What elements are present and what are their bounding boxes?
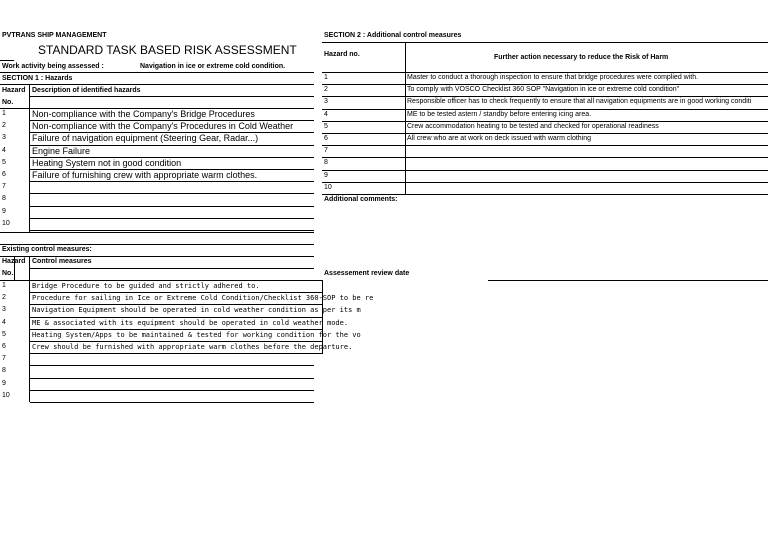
- row-divider: [322, 145, 768, 146]
- hazard-number: 5: [324, 122, 328, 130]
- row-divider: [30, 218, 314, 219]
- hazard-number: 4: [324, 110, 328, 118]
- row-divider: [322, 170, 768, 171]
- hazard-description: Heating System not in good condition: [32, 157, 182, 168]
- hazard-number: 2: [2, 122, 6, 130]
- hazard-number: 8: [324, 159, 328, 167]
- hazard-number: 9: [324, 171, 328, 179]
- hazard-number: 7: [2, 183, 6, 191]
- hazard-number: 10: [2, 391, 10, 399]
- row-divider: [30, 181, 314, 182]
- hazard-number: 2: [324, 86, 328, 94]
- hazard-description: Engine Failure: [32, 145, 91, 156]
- hazard-description: Failure of navigation equipment (Steering Gear, Radar...): [32, 133, 259, 144]
- hazard-number: 4: [2, 146, 6, 154]
- further-action: Responsible officer has to check frequently to ensure that all navigation equipments are in good working conditi: [407, 98, 752, 106]
- section1-hazard-header: Hazard: [2, 87, 26, 94]
- additional-comments-label: Additional comments:: [324, 196, 398, 203]
- row-divider: [30, 402, 314, 403]
- hazard-number: 3: [2, 306, 6, 314]
- row-divider: [30, 193, 314, 194]
- row-divider: [322, 121, 768, 122]
- control-measure: Crew should be furnished with appropriate warm clothes before the departure.: [32, 343, 353, 351]
- hazard-number: 9: [2, 207, 6, 215]
- hazard-description: Non-compliance with the Company's Procedures in Cold Weather: [32, 121, 294, 132]
- hazard-number: 6: [2, 171, 6, 178]
- row-divider: [30, 292, 322, 293]
- row-divider: [30, 304, 322, 305]
- row-divider: [30, 206, 314, 207]
- section1-description-header: Description of identified hazards: [32, 87, 141, 94]
- further-action: To comply with VOSCO Checklist 360 SOP "Navigation in ice or extreme cold condition": [407, 86, 680, 94]
- row-divider: [30, 353, 322, 354]
- hazard-description: Failure of furnishing crew with appropriate warm clothes.: [32, 170, 258, 180]
- hazard-number: 5: [2, 330, 6, 338]
- row-divider: [30, 230, 314, 231]
- hazard-number: 3: [324, 98, 328, 106]
- row-divider: [30, 341, 322, 342]
- row-divider: [30, 329, 322, 330]
- control-measure: Heating System/Apps to be maintained & tested for working condition for the vo: [32, 330, 361, 339]
- existing-hazard-header: Hazard: [2, 258, 26, 265]
- existing-hazard-header-no: No.: [2, 270, 14, 277]
- section2-hazard-header: Hazard no.: [324, 51, 360, 58]
- section2-title: SECTION 2 : Additional control measures: [324, 32, 462, 39]
- hazard-number: 1: [2, 110, 6, 117]
- hazard-number: 2: [2, 294, 6, 302]
- row-divider: [322, 194, 768, 195]
- hazard-number: 6: [324, 135, 328, 142]
- section1-title: SECTION 1 : Hazards: [2, 75, 73, 82]
- hazard-number: 4: [2, 318, 6, 326]
- existing-controls-title: Existing control measures:: [2, 246, 92, 253]
- work-activity-value: Navigation in ice or extreme cold condition.: [140, 63, 286, 70]
- row-divider: [322, 157, 768, 158]
- further-action: All crew who are at work on deck issued with warm clothing: [407, 135, 592, 142]
- page-title: STANDARD TASK BASED RISK ASSESSMENT: [38, 43, 297, 57]
- work-activity-label: Work activity being assessed :: [2, 63, 104, 70]
- control-measure: Bridge Procedure to be guided and strictly adhered to.: [32, 282, 260, 290]
- hazard-number: 8: [2, 195, 6, 203]
- control-measure: ME & associated with its equipment should be operated in cold weather mode.: [32, 318, 349, 327]
- further-action: Master to conduct a thorough inspection to ensure that bridge procedures were complied with.: [407, 74, 699, 81]
- company-name: PVTRANS SHIP MANAGEMENT: [2, 32, 107, 39]
- row-divider: [30, 317, 322, 318]
- hazard-description: Non-compliance with the Company's Bridge Procedures: [32, 109, 255, 119]
- hazard-number: 5: [2, 158, 6, 166]
- further-action: Crew accommodation heating to be tested and checked for operational readiness: [407, 122, 659, 130]
- row-divider: [322, 182, 768, 183]
- hazard-number: 7: [2, 355, 6, 363]
- hazard-number: 6: [2, 343, 6, 350]
- hazard-number: 9: [2, 379, 6, 387]
- row-divider: [322, 96, 768, 97]
- hazard-number: 8: [2, 367, 6, 375]
- further-action: ME to be tested astern / standby before entering icing area.: [407, 110, 592, 118]
- row-divider: [322, 109, 768, 110]
- row-divider: [322, 84, 768, 85]
- hazard-number: 1: [324, 74, 328, 81]
- row-divider: [30, 390, 314, 391]
- row-divider: [30, 378, 314, 379]
- section2-action-header: Further action necessary to reduce the Risk of Harm: [494, 54, 669, 61]
- existing-control-header: Control measures: [32, 258, 92, 265]
- control-measure: Procedure for sailing in Ice or Extreme Cold Condition/Checklist 360-SOP to be re: [32, 294, 374, 303]
- hazard-number: 7: [324, 147, 328, 155]
- hazard-number: 3: [2, 134, 6, 142]
- section1-hazard-header-no: No.: [2, 99, 14, 106]
- hazard-number: 10: [324, 183, 332, 191]
- hazard-number: 1: [2, 282, 6, 289]
- review-date-label: Assessement review date: [324, 270, 410, 277]
- row-divider: [30, 365, 314, 366]
- control-measure: Navigation Equipment should be operated in cold weather condition as per its m: [32, 306, 361, 315]
- row-divider: [322, 133, 768, 134]
- hazard-number: 10: [2, 219, 10, 227]
